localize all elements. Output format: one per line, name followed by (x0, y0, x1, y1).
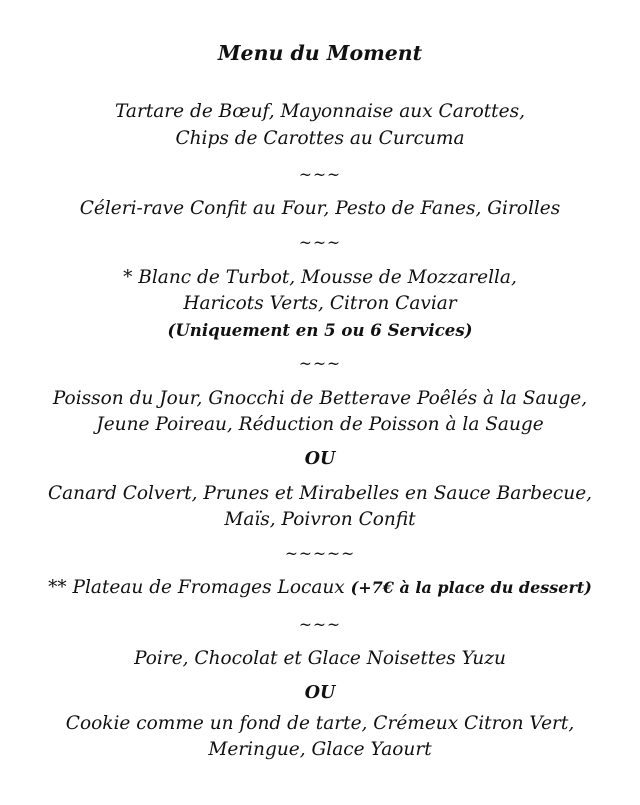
cheese-label: ** Plateau de Fromages Locaux (48, 577, 345, 598)
separator: ~~~~~ (284, 545, 356, 563)
or-divider: OU (304, 683, 336, 703)
course2-line1: Céleri-rave Confit au Four, Pesto de Fanes, Girolles (79, 198, 561, 219)
course1-line2: Chips de Carottes au Curcuma (175, 128, 465, 149)
cheese-supplement: (+7€ à la place du dessert) (350, 578, 592, 597)
course4a-line2: Jeune Poireau, Réduction de Poisson à la Sauge (96, 414, 544, 435)
course3-note: (Uniquement en 5 ou 6 Services) (167, 320, 473, 340)
separator: ~~~ (298, 616, 342, 634)
separator: ~~~ (298, 234, 342, 252)
or-divider: OU (304, 449, 336, 469)
dessert-b-line1: Cookie comme un fond de tarte, Crémeux Citron Vert, (65, 713, 575, 734)
course4b-line2: Maïs, Poivron Confit (224, 509, 416, 530)
separator: ~~~ (298, 166, 342, 184)
course4b-line1: Canard Colvert, Prunes et Mirabelles en Sauce Barbecue, (47, 483, 593, 504)
course4a-line1: Poisson du Jour, Gnocchi de Betterave Poêlés à la Sauge, (52, 388, 588, 409)
menu-title: Menu du Moment (217, 41, 423, 65)
course1-line1: Tartare de Bœuf, Mayonnaise aux Carottes, (115, 101, 525, 122)
cheese-course (0, 575, 640, 601)
separator: ~~~ (298, 355, 342, 373)
dessert-b-line2: Meringue, Glace Yaourt (208, 739, 432, 760)
course3-line2: Haricots Verts, Citron Caviar (183, 293, 457, 314)
dessert-a-line1: Poire, Chocolat et Glace Noisettes Yuzu (134, 648, 506, 669)
course3-line1: * Blanc de Turbot, Mousse de Mozzarella, (123, 267, 517, 288)
